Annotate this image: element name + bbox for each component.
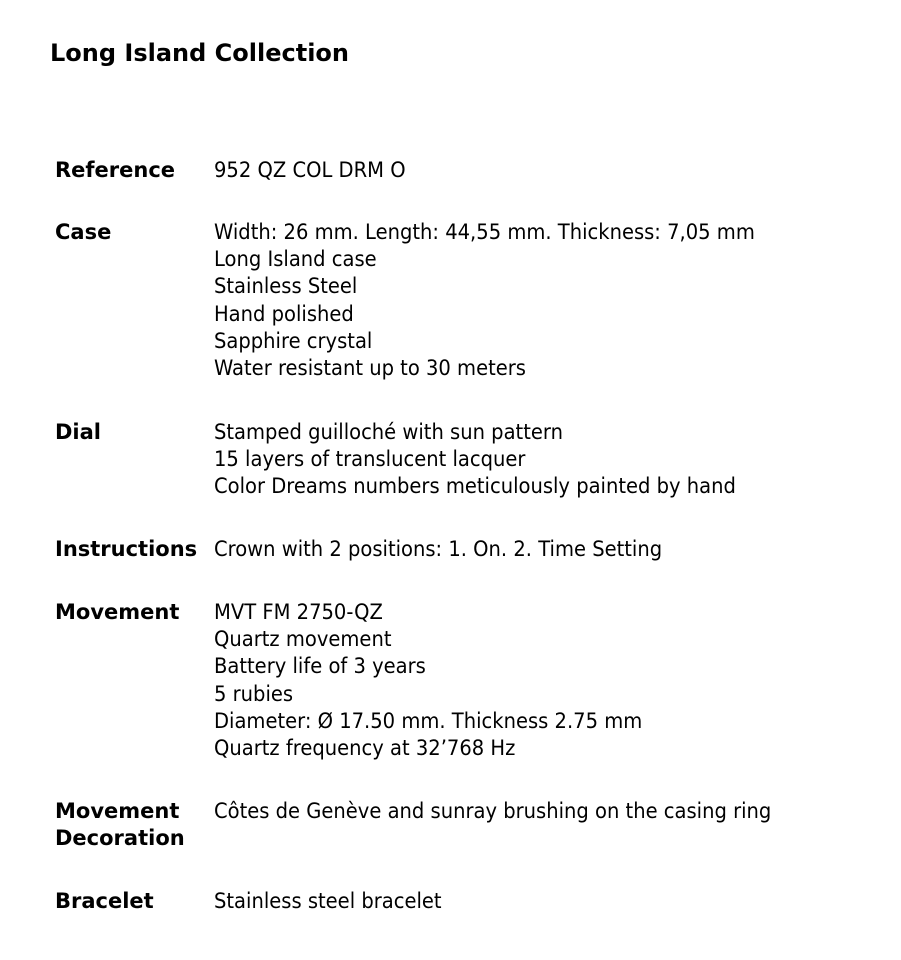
spec-value: Crown with 2 positions: 1. On. 2. Time Setting: [214, 537, 663, 561]
spec-values: [214, 536, 894, 563]
spec-value: Long Island case: [214, 247, 377, 272]
spec-value: Quartz movement: [214, 627, 392, 652]
spec-value: 952 QZ COL DRM O: [214, 158, 406, 182]
spec-value: Sapphire crystal: [214, 328, 373, 353]
spec-label: [55, 157, 213, 184]
spec-value: 15 layers of translucent lacquer: [214, 447, 526, 472]
spec-value: Battery life of 3 years: [214, 654, 426, 679]
spec-values: [214, 219, 894, 382]
spec-value: MVT FM 2750-QZ: [214, 600, 383, 624]
spec-value: Stamped guilloché with sun pattern: [214, 420, 563, 444]
spec-value: Water resistant up to 30 meters: [214, 356, 526, 381]
spec-values: [214, 888, 894, 915]
spec-label-line: Instructions: [55, 537, 198, 561]
spec-value: 5 rubies: [214, 681, 294, 706]
spec-label: [55, 536, 213, 563]
spec-values: [214, 419, 894, 501]
spec-values: [214, 599, 894, 762]
spec-label: [55, 219, 213, 246]
spec-label: [55, 419, 213, 446]
page-title: Long Island Collection: [50, 39, 349, 67]
spec-label-line: Decoration: [55, 826, 185, 850]
spec-label-line: Reference: [55, 158, 176, 182]
spec-label: [55, 599, 213, 626]
spec-value: Quartz frequency at 32’768 Hz: [214, 736, 516, 761]
spec-value: Stainless steel bracelet: [214, 889, 442, 913]
spec-label: [55, 888, 213, 915]
spec-label-line: Dial: [55, 420, 101, 444]
spec-value: Diameter: Ø 17.50 mm. Thickness 2.75 mm: [214, 708, 643, 733]
spec-label-line: Bracelet: [55, 889, 154, 913]
spec-values: [214, 157, 894, 184]
spec-value: Color Dreams numbers meticulously painted by hand: [214, 474, 736, 499]
spec-value: Côtes de Genève and sunray brushing on the casing ring: [214, 799, 772, 823]
spec-label-line: Case: [55, 220, 112, 244]
spec-label: [55, 798, 213, 852]
spec-value: Width: 26 mm. Length: 44,55 mm. Thickness: 7,05 mm: [214, 220, 755, 244]
spec-values: [214, 798, 894, 825]
spec-label-line: Movement: [55, 600, 180, 624]
spec-label-line: Movement: [55, 799, 180, 823]
spec-value: Stainless Steel: [214, 274, 358, 299]
spec-value: Hand polished: [214, 301, 354, 326]
